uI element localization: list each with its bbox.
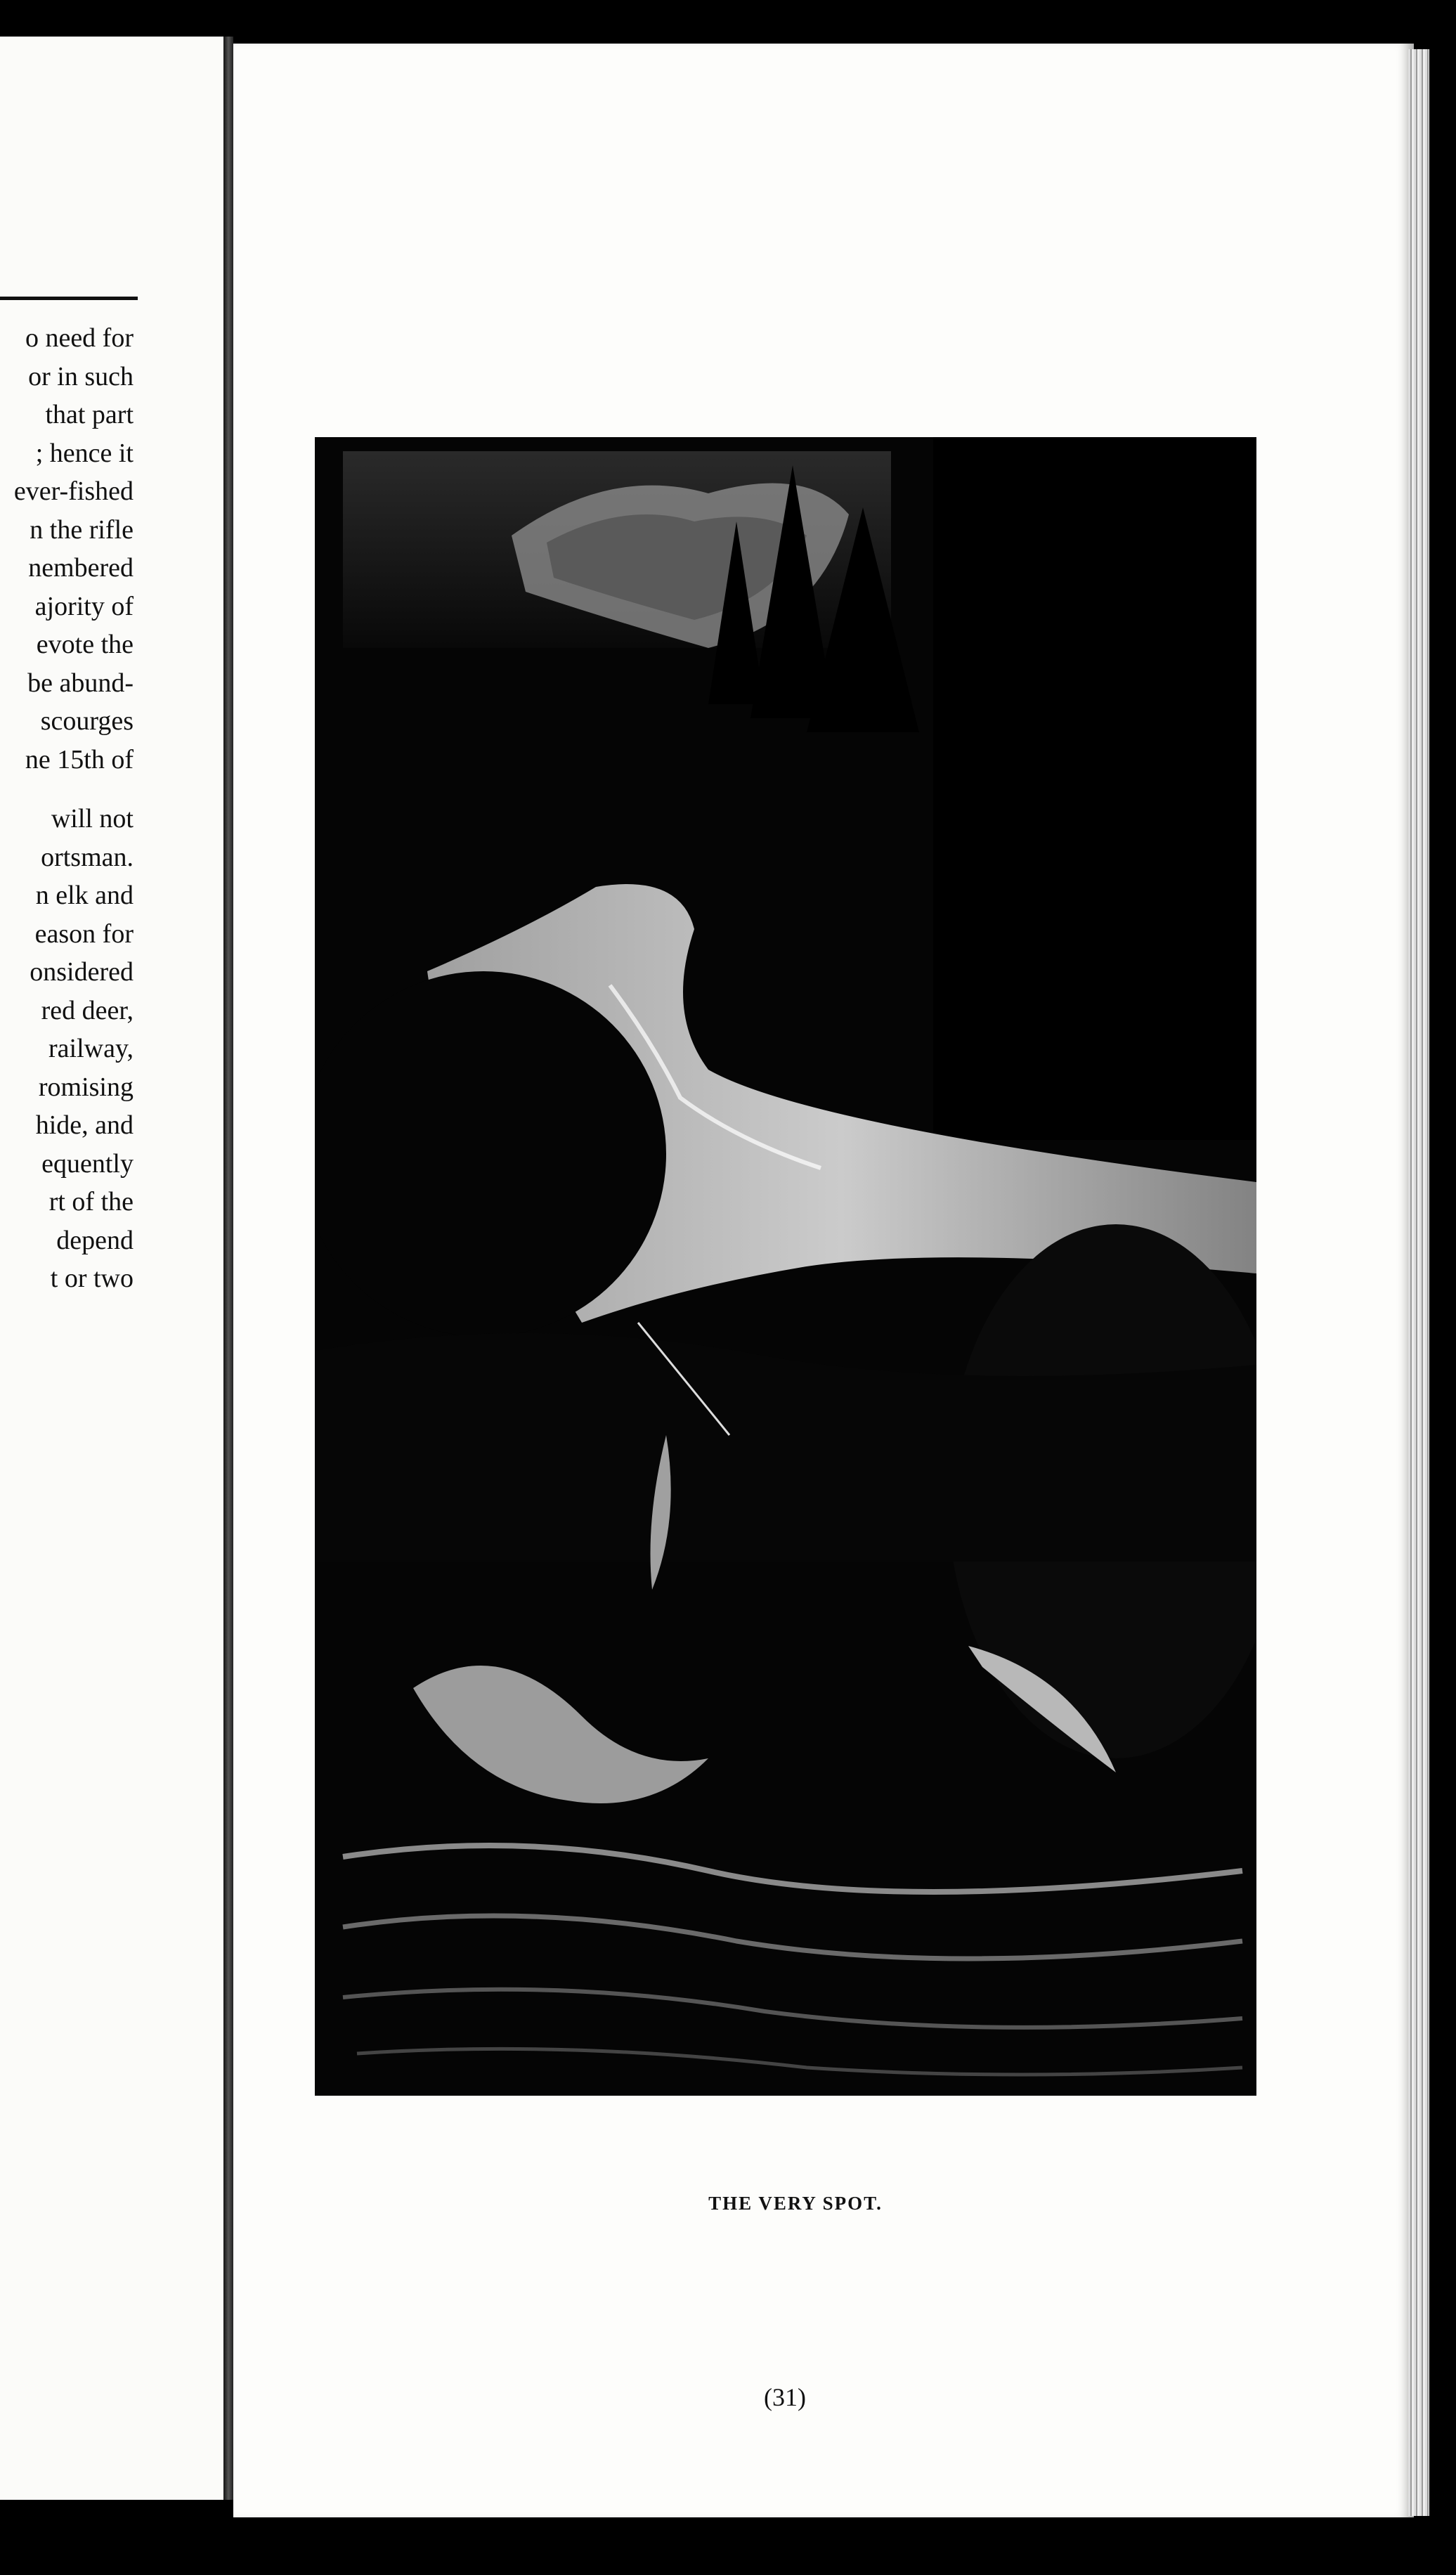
paragraph-gap xyxy=(0,779,134,800)
text-line: n elk and xyxy=(35,881,134,910)
text-line: railway, xyxy=(48,1034,134,1063)
text-line: evote the xyxy=(36,630,134,659)
text-line: ever-fished xyxy=(13,476,134,506)
section-rule xyxy=(0,297,138,300)
text-line: that part xyxy=(45,400,134,429)
text-line: red deer, xyxy=(41,995,134,1025)
text-line: ortsman. xyxy=(41,842,134,872)
text-line: or in such xyxy=(28,361,134,391)
text-line: o need for xyxy=(25,323,134,353)
text-line: ajority of xyxy=(34,591,134,621)
left-page-text xyxy=(0,319,134,1298)
page-number: (31) xyxy=(764,2383,806,2411)
right-page xyxy=(233,44,1414,2517)
text-line: romising xyxy=(38,1072,134,1102)
text-line: nembered xyxy=(28,553,134,583)
text-line: ; hence it xyxy=(35,438,134,468)
text-line: scourges xyxy=(40,706,134,736)
text-line: ne 15th of xyxy=(25,744,134,774)
book-gutter xyxy=(223,37,233,2500)
text-line: depend xyxy=(56,1225,134,1255)
text-line: n the rifle xyxy=(30,514,134,545)
left-page xyxy=(0,37,229,2500)
text-line: onsidered xyxy=(30,957,134,987)
illustration-plate xyxy=(315,437,1256,2096)
text-line: t or two xyxy=(50,1264,134,1293)
text-line: rt of the xyxy=(48,1187,134,1217)
illustration-caption: THE VERY SPOT. xyxy=(708,2193,883,2214)
text-line: will not xyxy=(51,804,134,834)
text-line: be abund- xyxy=(27,668,134,698)
text-line: hide, and xyxy=(35,1110,134,1140)
text-line: eason for xyxy=(34,919,134,949)
river-fishing-engraving xyxy=(315,437,1256,2096)
page-edges xyxy=(1408,49,1429,2516)
text-line: equently xyxy=(41,1148,134,1179)
